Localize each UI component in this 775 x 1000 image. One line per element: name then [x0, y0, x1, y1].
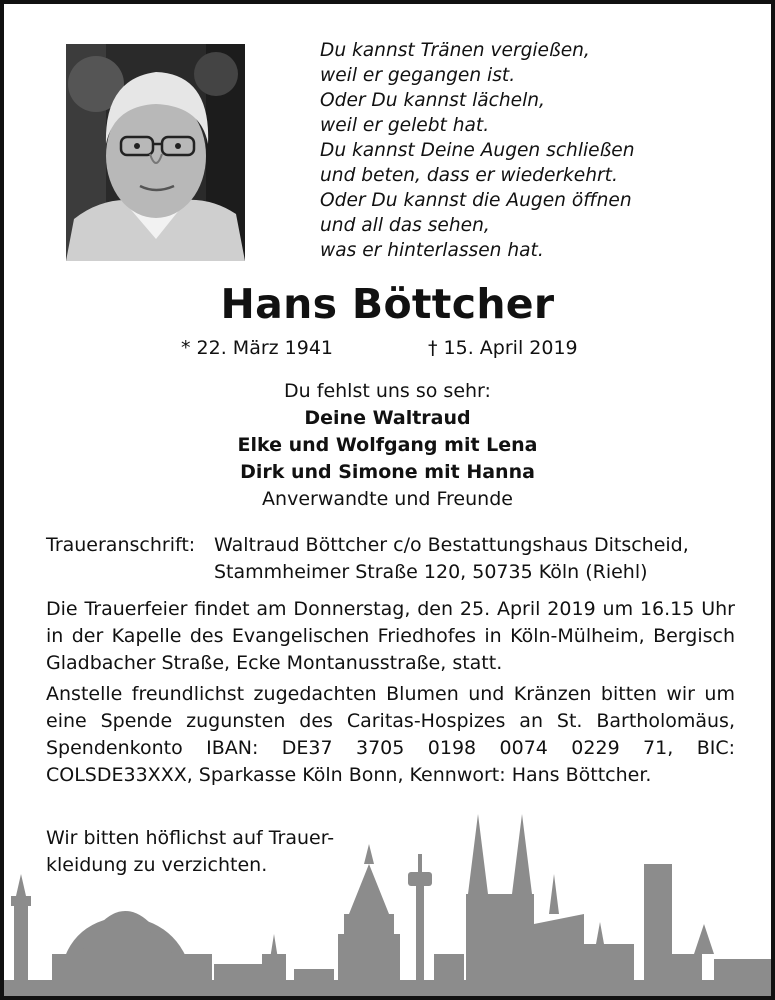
memorial-poem	[320, 38, 760, 263]
poem-line: Du kannst Deine Augen schließen	[320, 140, 635, 161]
poem-line: Oder Du kannst lächeln,	[320, 90, 545, 111]
address-line-1: Waltraud Böttcher c/o Bestattungshaus Ditscheid,	[214, 534, 689, 556]
mourner-name: Deine Waltraud	[304, 407, 471, 429]
donation-notice: Anstelle freundlichst zugedachten Blumen und Kränzen bitten wir um eine Spende zugunsten des Caritas-Hospizes an St. Bartholomäus, Spendenkonto IBAN: DE37 3705 0198 0074 0229 71, BIC: COLSDE33XXX, Sparkasse Köln Bonn, Kennwort: Hans Böttcher.	[46, 683, 735, 786]
address-line-2: Stammheimer Straße 120, 50735 Köln (Riehl)	[214, 561, 648, 583]
poem-line: was er hinterlassen hat.	[320, 240, 544, 261]
poem-line: weil er gegangen ist.	[320, 65, 516, 86]
poem-line: Oder Du kannst die Augen öffnen	[320, 190, 632, 211]
address-label: Traueranschrift:	[46, 534, 196, 556]
poem-line: und beten, dass er wiederkehrt.	[320, 165, 618, 186]
poem-line: und all das sehen,	[320, 215, 490, 236]
cologne-skyline-illustration	[4, 804, 771, 996]
portrait-image	[66, 44, 245, 261]
birth-date: * 22. März 1941	[181, 337, 334, 359]
mourners-intro: Du fehlst uns so sehr:	[284, 380, 491, 402]
portrait-photo	[66, 44, 245, 261]
mourner-name: Dirk und Simone mit Hanna	[240, 461, 535, 483]
mourner-name: Elke und Wolfgang mit Lena	[237, 434, 538, 456]
deceased-name: Hans Böttcher	[220, 280, 555, 328]
mourners-block	[4, 378, 771, 513]
death-date: † 15. April 2019	[428, 337, 578, 359]
mourning-address	[46, 532, 746, 586]
poem-line: Du kannst Tränen vergießen,	[320, 40, 590, 61]
dress-code-notice: Wir bitten höflichst auf Trauer-kleidung zu verzichten.	[46, 827, 335, 876]
mourners-others: Anverwandte und Freunde	[262, 488, 513, 510]
ceremony-notice: Die Trauerfeier findet am Donnerstag, den 25. April 2019 um 16.15 Uhr in der Kapelle des Evangelischen Friedhofes in Köln-Mülheim, Bergisch Gladbacher Straße, Ecke Montanusstraße, statt.	[46, 598, 735, 674]
poem-line: weil er gelebt hat.	[320, 115, 490, 136]
